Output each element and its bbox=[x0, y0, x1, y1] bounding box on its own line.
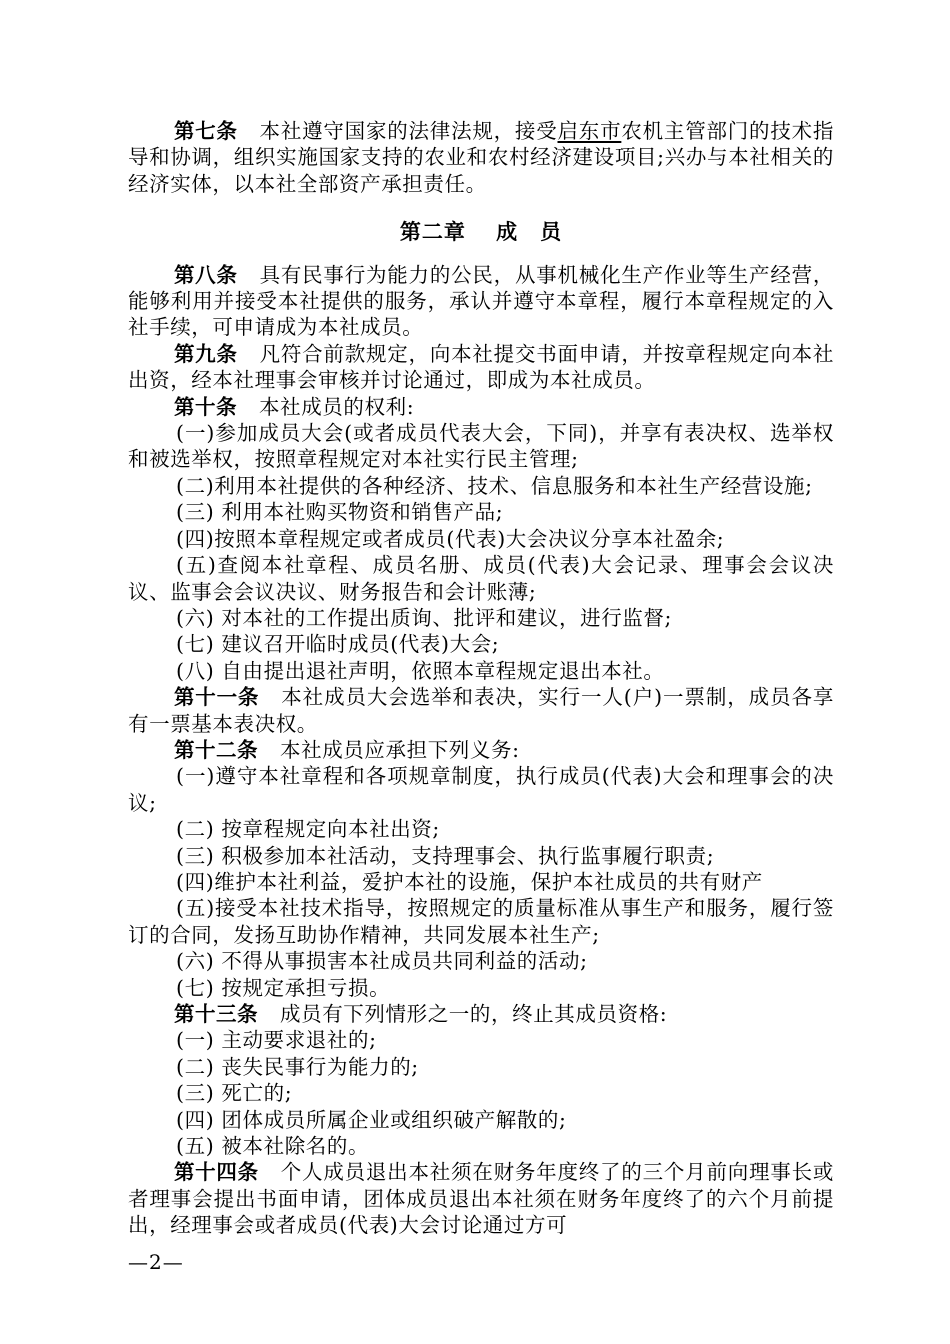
article-14 bbox=[128, 1159, 834, 1238]
article-text: 本社遵守国家的法律法规，接受 bbox=[259, 119, 558, 143]
list-item: (七) 按规定承担亏损。 bbox=[176, 975, 391, 1000]
article-text: 成员有下列情形之一的，终止其成员资格: bbox=[280, 1002, 668, 1026]
list-item: (一)参加成员大会(或者成员代表大会，下同)，并享有表决权、选举权和被选举权，按照章程规定对本社实行民主管理; bbox=[128, 421, 834, 472]
article-13 bbox=[128, 1001, 834, 1027]
list-item: (五) 被本社除名的。 bbox=[176, 1134, 370, 1159]
list-item: (三) 利用本社购买物资和销售产品; bbox=[176, 500, 504, 525]
list-item: (七) 建议召开临时成员(代表)大会; bbox=[176, 632, 500, 657]
city-name: 启东市 bbox=[557, 119, 622, 143]
list-item: (五)查阅本社章程、成员名册、成员(代表)大会记录、理事会会议决议、监事会会议决议、财务报告和会计账薄; bbox=[128, 553, 834, 604]
list-item: (一) 主动要求退社的; bbox=[176, 1028, 377, 1053]
list-item: (三) 死亡的; bbox=[176, 1081, 293, 1106]
list-item: (二) 丧失民事行为能力的; bbox=[176, 1054, 419, 1079]
article-title: 第十二条 bbox=[174, 737, 258, 762]
chapter-label: 第二章 bbox=[399, 220, 466, 245]
chapter-title: 成 员 bbox=[496, 220, 563, 245]
list-item: (六) 对本社的工作提出质询、批评和建议，进行监督; bbox=[176, 605, 673, 630]
article-title: 第七条 bbox=[174, 119, 238, 143]
article-text: 本社成员的权利: bbox=[259, 394, 415, 419]
chapter-heading bbox=[128, 197, 834, 261]
article-text: 本社成员大会选举和表决，实行一人(户)一票制，成员各享有一票基本表决权。 bbox=[128, 685, 835, 736]
list-item: (二)利用本社提供的各种经济、技术、信息服务和本社生产经营设施; bbox=[176, 473, 813, 498]
list-item: (六) 不得从事损害本社成员共同利益的活动; bbox=[176, 949, 588, 974]
article-8 bbox=[128, 262, 834, 341]
article-title: 第九条 bbox=[174, 341, 238, 366]
article-title: 第八条 bbox=[174, 262, 238, 287]
list-item: (八) 自由提出退社声明，依照本章程规定退出本社。 bbox=[176, 658, 665, 683]
article-text: 农机主管部门的技术指导和协调，组织实施国家支持的农业和农村经济建设项目;兴办与本社相关的经济实体，以本社全部资产承担责任。 bbox=[128, 119, 834, 196]
list-item: (四)按照本章程规定或者成员(代表)大会决议分享本社盈余; bbox=[176, 526, 725, 551]
article-9 bbox=[128, 341, 834, 394]
list-item: (四) 团体成员所属企业或组织破产解散的; bbox=[176, 1107, 567, 1132]
article-title: 第十一条 bbox=[174, 685, 260, 710]
document-body bbox=[128, 118, 834, 1239]
article-7 bbox=[128, 118, 834, 197]
article-text: 个人成员退出本社须在财务年度终了的三个月前向理事长或者理事会提出书面申请，团体成员退出本社须在财务年度终了的六个月前提出，经理事会或者成员(代表)大会讨论通过方可 bbox=[128, 1160, 834, 1238]
list-item: (四)维护本社利益，爱护本社的设施，保护本社成员的共有财产 bbox=[176, 869, 763, 894]
list-item: (五)接受本社技术指导，按照规定的质量标准从事生产和服务，履行签订的合同，发扬互助协作精神，共同发展本社生产; bbox=[128, 896, 834, 947]
article-text: 具有民事行为能力的公民，从事机械化生产作业等生产经营，能够利用并接受本社提供的服务，承认并遵守本章程，履行本章程规定的入社手续，可申请成为本社成员。 bbox=[128, 262, 835, 340]
page-number: —2— bbox=[128, 1250, 184, 1274]
article-title: 第十三条 bbox=[174, 1002, 258, 1026]
list-item: (二) 按章程规定向本社出资; bbox=[176, 817, 440, 842]
list-item: (三) 积极参加本社活动，支持理事会、执行监事履行职责; bbox=[176, 843, 715, 868]
list-item: (一)遵守本社章程和各项规章制度，执行成员(代表)大会和理事会的决议; bbox=[128, 764, 834, 815]
article-text: 凡符合前款规定，向本社提交书面申请，并按章程规定向本社出资，经本社理事会审核并讨论通过，即成为本社成员。 bbox=[128, 341, 835, 393]
article-text: 本社成员应承担下列义务: bbox=[280, 737, 520, 762]
article-11 bbox=[128, 684, 834, 737]
article-10 bbox=[128, 394, 834, 420]
article-12 bbox=[128, 737, 834, 763]
article-title: 第十条 bbox=[174, 394, 237, 419]
article-title: 第十四条 bbox=[174, 1160, 259, 1185]
